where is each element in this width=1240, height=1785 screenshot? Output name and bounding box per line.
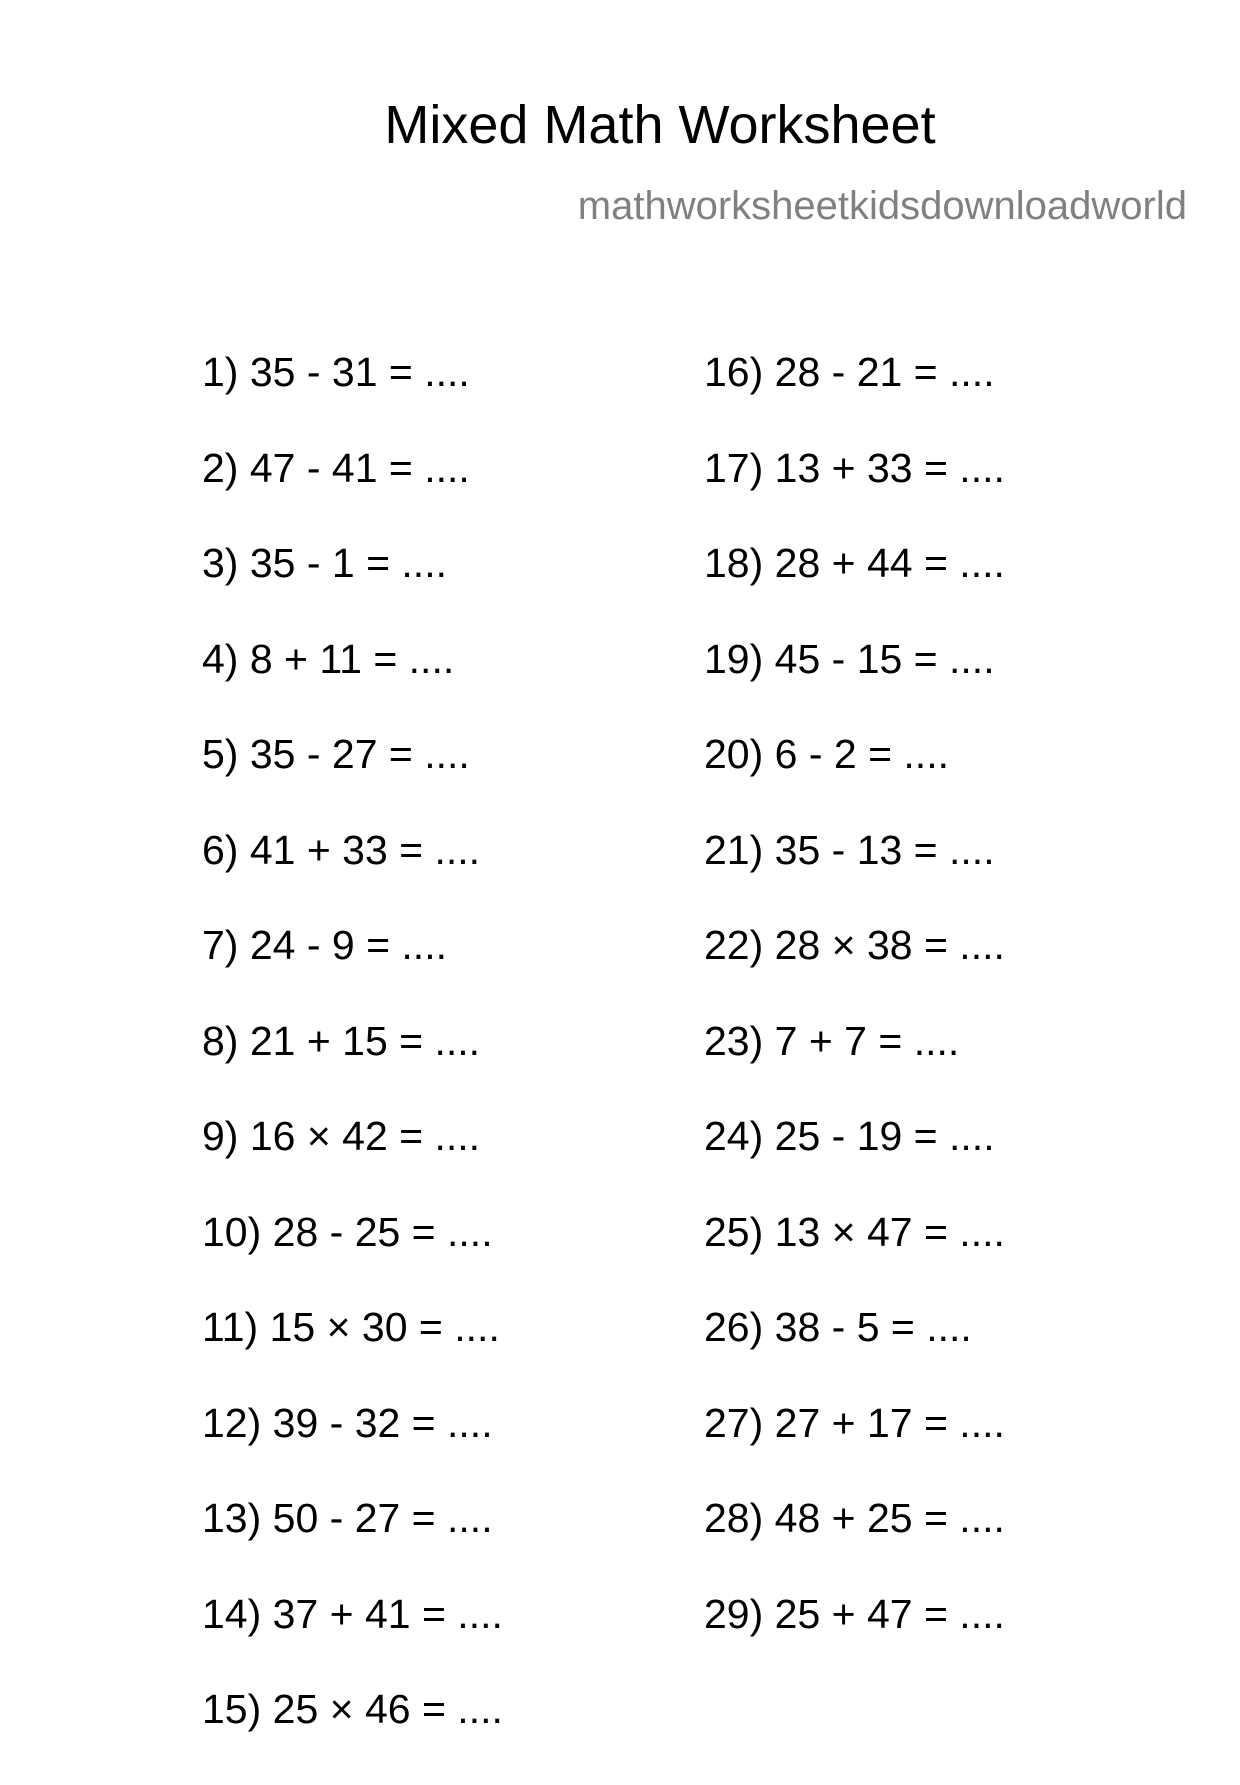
problem-item: 1) 35 - 31 = .... <box>202 349 470 395</box>
problem-item: 2) 47 - 41 = .... <box>202 444 470 491</box>
problem-item: 23) 7 + 7 = .... <box>704 1017 960 1064</box>
problem-item: 13) 50 - 27 = .... <box>202 1495 493 1541</box>
problem-item: 24) 25 - 19 = .... <box>704 1113 995 1159</box>
problem-item: 5) 35 - 27 = .... <box>202 731 470 777</box>
problem-item: 14) 37 + 41 = .... <box>202 1590 503 1637</box>
problem-column-left <box>202 349 722 1785</box>
problem-item: 3) 35 - 1 = .... <box>202 540 447 586</box>
problem-column-right <box>704 349 1224 1689</box>
problem-item: 26) 38 - 5 = .... <box>704 1304 972 1350</box>
problem-item: 10) 28 - 25 = .... <box>202 1208 493 1255</box>
problem-item: 28) 48 + 25 = .... <box>704 1495 1005 1541</box>
problem-item: 18) 28 + 44 = .... <box>704 540 1005 586</box>
problem-item: 29) 25 + 47 = .... <box>704 1590 1005 1637</box>
problem-item: 7) 24 - 9 = .... <box>202 922 447 968</box>
problem-item: 25) 13 × 47 = .... <box>704 1208 1005 1255</box>
problem-item: 27) 27 + 17 = .... <box>704 1399 1005 1446</box>
problem-item: 21) 35 - 13 = .... <box>704 826 995 873</box>
problem-item: 11) 15 × 30 = .... <box>202 1304 500 1350</box>
problem-item: 6) 41 + 33 = .... <box>202 826 481 873</box>
problem-item: 9) 16 × 42 = .... <box>202 1113 481 1159</box>
problem-item: 12) 39 - 32 = .... <box>202 1399 493 1446</box>
problem-item: 20) 6 - 2 = .... <box>704 731 949 777</box>
problem-item: 17) 13 + 33 = .... <box>704 444 1005 491</box>
problem-item: 4) 8 + 11 = .... <box>202 635 455 682</box>
problem-item: 16) 28 - 21 = .... <box>704 349 995 395</box>
problem-item: 22) 28 × 38 = .... <box>704 922 1005 968</box>
problem-item: 19) 45 - 15 = .... <box>704 635 995 682</box>
problem-item: 15) 25 × 46 = .... <box>202 1686 503 1732</box>
problem-item: 8) 21 + 15 = .... <box>202 1017 481 1064</box>
worksheet-source: mathworksheetkidsdownloadworld <box>577 184 1187 228</box>
worksheet-title: Mixed Math Worksheet <box>384 95 936 155</box>
